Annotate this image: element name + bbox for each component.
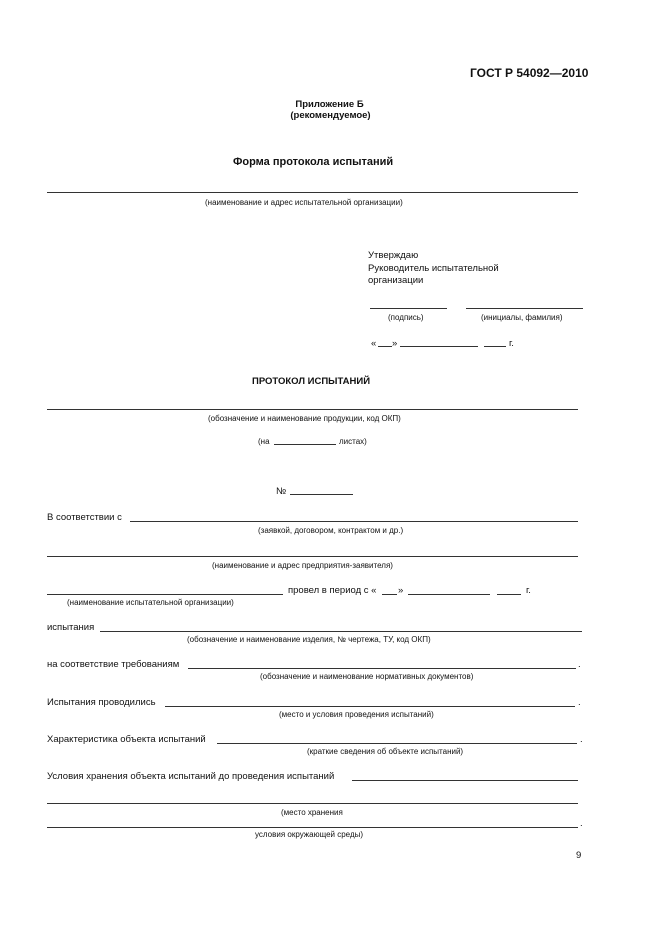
period-year-suffix: г. bbox=[526, 585, 531, 596]
object-dot: . bbox=[580, 734, 583, 745]
storage-place-line[interactable] bbox=[47, 803, 578, 804]
sheets-prefix: (на bbox=[258, 437, 270, 446]
conducted-dot: . bbox=[578, 697, 581, 708]
number-label: № bbox=[276, 486, 287, 497]
applicant-line[interactable] bbox=[47, 556, 578, 557]
appendix-subtitle: (рекомендуемое) bbox=[290, 110, 371, 121]
period-label: провел в период с « bbox=[288, 585, 377, 596]
product-line[interactable] bbox=[47, 409, 578, 410]
sheets-count-line[interactable] bbox=[274, 444, 336, 445]
applicant-caption: (наименование и адрес предприятия-заявителя) bbox=[212, 561, 393, 570]
initials-caption: (инициалы, фамилия) bbox=[481, 313, 563, 322]
org-caption: (наименование и адрес испытательной организации) bbox=[205, 198, 403, 207]
approve-year-line[interactable] bbox=[484, 346, 506, 347]
conducted-label: Испытания проводились bbox=[47, 697, 156, 708]
approve-line3: организации bbox=[368, 275, 424, 286]
number-line[interactable] bbox=[290, 494, 353, 495]
lab-name-line[interactable] bbox=[47, 594, 283, 595]
approve-line1: Утверждаю bbox=[368, 250, 419, 261]
period-day-line[interactable] bbox=[382, 594, 397, 595]
tests-label: испытания bbox=[47, 622, 95, 633]
storage-label: Условия хранения объекта испытаний до проведения испытаний bbox=[47, 771, 335, 782]
signature-line[interactable] bbox=[370, 308, 447, 309]
approve-day-line[interactable] bbox=[378, 346, 392, 347]
approve-date-close: » bbox=[392, 338, 398, 349]
compliance-line[interactable] bbox=[188, 668, 576, 669]
storage-place-caption: (место хранения bbox=[281, 808, 343, 817]
approve-line2: Руководитель испытательной bbox=[368, 263, 499, 274]
storage-env-line[interactable] bbox=[47, 827, 578, 828]
conducted-caption: (место и условия проведения испытаний) bbox=[279, 710, 434, 719]
approve-year-suffix: г. bbox=[509, 338, 514, 349]
accordance-caption: (заявкой, договором, контрактом и др.) bbox=[258, 526, 404, 535]
org-name-line[interactable] bbox=[47, 192, 578, 193]
signature-caption: (подпись) bbox=[388, 313, 424, 322]
compliance-label: на соответствие требованиям bbox=[47, 659, 180, 670]
conducted-line[interactable] bbox=[165, 706, 575, 707]
compliance-caption: (обозначение и наименование нормативных документов) bbox=[260, 672, 474, 681]
object-label: Характеристика объекта испытаний bbox=[47, 734, 206, 745]
protocol-title: ПРОТОКОЛ ИСПЫТАНИЙ bbox=[252, 376, 371, 387]
tests-line[interactable] bbox=[100, 631, 582, 632]
appendix-title: Приложение Б bbox=[295, 99, 364, 110]
accordance-line[interactable] bbox=[130, 521, 578, 522]
storage-env-caption: условия окружающей среды) bbox=[255, 830, 364, 839]
period-month-line[interactable] bbox=[408, 594, 490, 595]
sheets-suffix: листах) bbox=[339, 437, 367, 446]
page-number: 9 bbox=[576, 850, 582, 861]
form-title: Форма протокола испытаний bbox=[233, 156, 394, 168]
object-line[interactable] bbox=[217, 743, 577, 744]
period-year-line[interactable] bbox=[497, 594, 521, 595]
compliance-dot: . bbox=[578, 659, 581, 670]
accordance-label: В соответствии с bbox=[47, 512, 122, 523]
period-mid: » bbox=[398, 585, 404, 596]
initials-line[interactable] bbox=[466, 308, 583, 309]
lab-caption: (наименование испытательной организации) bbox=[67, 598, 234, 607]
tests-caption: (обозначение и наименование изделия, № чертежа, ТУ, код ОКП) bbox=[187, 635, 431, 644]
object-caption: (краткие сведения об объекте испытаний) bbox=[307, 747, 464, 756]
approve-month-line[interactable] bbox=[400, 346, 478, 347]
approve-date-open: « bbox=[371, 338, 377, 349]
storage-env-dot: . bbox=[580, 818, 583, 829]
product-caption: (обозначение и наименование продукции, код ОКП) bbox=[208, 414, 401, 423]
standard-number: ГОСТ Р 54092—2010 bbox=[470, 66, 589, 80]
storage-line[interactable] bbox=[352, 780, 578, 781]
